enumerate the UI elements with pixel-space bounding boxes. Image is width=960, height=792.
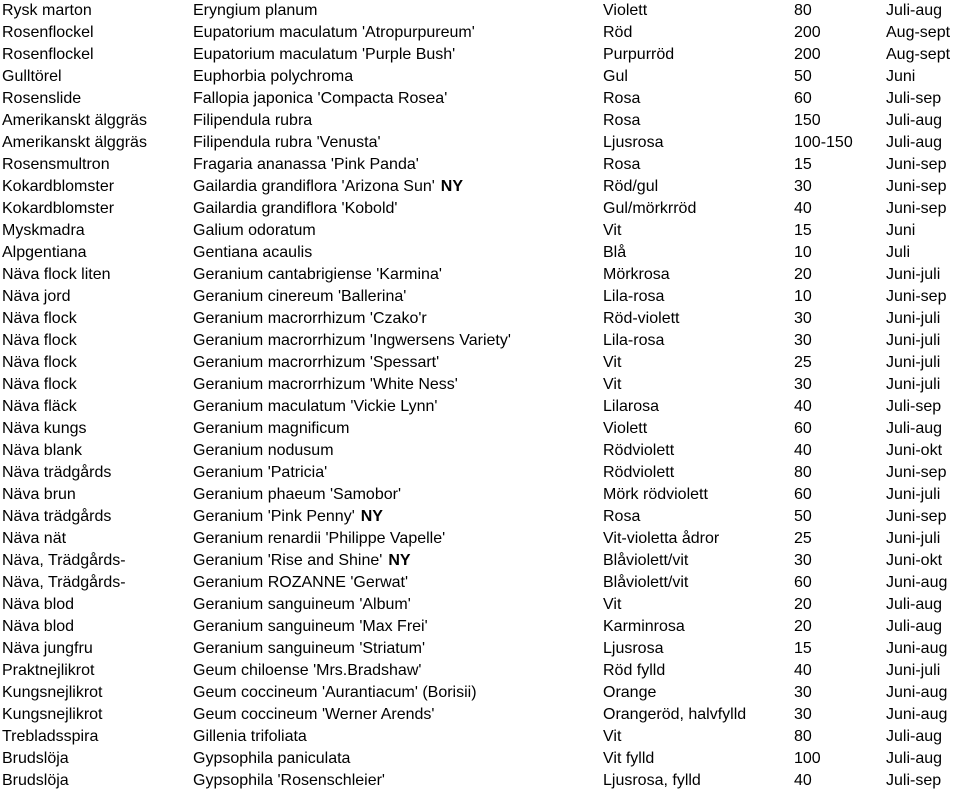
height-cell: 10 xyxy=(794,288,812,305)
bloom-period-cell: Juni-sep xyxy=(886,288,947,305)
flower-color-cell: Ljusrosa, fylld xyxy=(603,772,701,789)
flower-color-cell: Vit xyxy=(603,728,622,745)
flower-color-cell: Ljusrosa xyxy=(603,640,664,657)
latin-name-cell xyxy=(193,308,427,330)
swedish-name-cell: Amerikanskt älggräs xyxy=(2,134,147,151)
swedish-name-cell: Praktnejlikrot xyxy=(2,662,95,679)
latin-name-cell xyxy=(193,88,447,110)
flower-color-cell: Lila-rosa xyxy=(603,332,665,349)
latin-name-cell xyxy=(193,550,411,572)
latin-name-cell xyxy=(193,682,477,704)
latin-name-cell xyxy=(193,418,350,440)
table-row xyxy=(0,572,960,594)
flower-color-cell: Röd/gul xyxy=(603,178,659,195)
height-cell: 30 xyxy=(794,332,812,349)
new-badge: NY xyxy=(360,508,383,525)
table-row xyxy=(0,374,960,396)
flower-color-cell: Blåviolett/vit xyxy=(603,574,689,591)
flower-color-cell: Orangeröd, halvfylld xyxy=(603,706,747,723)
bloom-period-cell: Juni-sep xyxy=(886,508,947,525)
swedish-name-cell: Kungsnejlikrot xyxy=(2,684,103,701)
height-cell: 60 xyxy=(794,574,812,591)
latin-name-text: Filipendula rubra 'Venusta' xyxy=(193,134,381,151)
swedish-name-cell: Brudslöja xyxy=(2,750,69,767)
bloom-period-cell: Juni-sep xyxy=(886,178,947,195)
height-cell: 30 xyxy=(794,706,812,723)
table-row xyxy=(0,418,960,440)
height-cell: 60 xyxy=(794,486,812,503)
bloom-period-cell: Juni-juli xyxy=(886,486,941,503)
height-cell: 30 xyxy=(794,178,812,195)
bloom-period-cell: Juni-juli xyxy=(886,662,941,679)
swedish-name-cell: Näva kungs xyxy=(2,420,87,437)
swedish-name-cell: Näva nät xyxy=(2,530,67,547)
table-row xyxy=(0,748,960,770)
swedish-name-cell: Kungsnejlikrot xyxy=(2,706,103,723)
table-row xyxy=(0,638,960,660)
bloom-period-cell: Juni-okt xyxy=(886,442,943,459)
latin-name-cell xyxy=(193,330,511,352)
latin-name-text: Galium odoratum xyxy=(193,222,316,239)
height-cell: 15 xyxy=(794,222,812,239)
latin-name-cell xyxy=(193,0,318,22)
flower-color-cell: Röd-violett xyxy=(603,310,680,327)
height-cell: 10 xyxy=(794,244,812,261)
flower-color-cell: Vit fylld xyxy=(603,750,655,767)
bloom-period-cell: Juli-aug xyxy=(886,134,943,151)
latin-name-cell xyxy=(193,242,312,264)
flower-color-cell: Ljusrosa xyxy=(603,134,664,151)
swedish-name-cell: Näva, Trädgårds- xyxy=(2,574,126,591)
bloom-period-cell: Juli-aug xyxy=(886,728,943,745)
swedish-name-cell: Näva flock xyxy=(2,310,77,327)
height-cell: 30 xyxy=(794,684,812,701)
swedish-name-cell: Trebladsspira xyxy=(2,728,99,745)
table-row xyxy=(0,616,960,638)
table-row xyxy=(0,462,960,484)
swedish-name-cell: Rosenflockel xyxy=(2,24,94,41)
latin-name-text: Geranium 'Patricia' xyxy=(193,464,328,481)
latin-name-cell xyxy=(193,220,316,242)
latin-name-text: Geranium macrorrhizum 'Czako'r xyxy=(193,310,427,327)
bloom-period-cell: Juli-aug xyxy=(886,750,943,767)
latin-name-text: Gypsophila paniculata xyxy=(193,750,351,767)
latin-name-cell xyxy=(193,352,439,374)
swedish-name-cell: Näva trädgårds xyxy=(2,508,112,525)
latin-name-cell xyxy=(193,396,437,418)
latin-name-cell xyxy=(193,616,428,638)
latin-name-text: Geranium sanguineum 'Striatum' xyxy=(193,640,425,657)
flower-color-cell: Vit xyxy=(603,596,622,613)
table-row xyxy=(0,264,960,286)
height-cell: 15 xyxy=(794,640,812,657)
table-row xyxy=(0,66,960,88)
latin-name-text: Geranium nodusum xyxy=(193,442,334,459)
flower-color-cell: Rosa xyxy=(603,112,641,129)
latin-name-cell xyxy=(193,66,353,88)
bloom-period-cell: Juni xyxy=(886,222,916,239)
flower-color-cell: Vit-violetta ådror xyxy=(603,530,720,547)
latin-name-cell xyxy=(193,286,406,308)
table-row xyxy=(0,682,960,704)
bloom-period-cell: Juni-aug xyxy=(886,640,948,657)
latin-name-text: Geranium ROZANNE 'Gerwat' xyxy=(193,574,409,591)
bloom-period-cell: Juni-sep xyxy=(886,156,947,173)
bloom-period-cell: Aug-sept xyxy=(886,24,951,41)
bloom-period-cell: Juni-juli xyxy=(886,530,941,547)
latin-name-cell xyxy=(193,528,445,550)
latin-name-cell xyxy=(193,594,411,616)
latin-name-text: Fallopia japonica 'Compacta Rosea' xyxy=(193,90,448,107)
flower-color-cell: Violett xyxy=(603,420,648,437)
flower-color-cell: Röd fylld xyxy=(603,662,666,679)
latin-name-text: Geranium maculatum 'Vickie Lynn' xyxy=(193,398,438,415)
swedish-name-cell: Rosenslide xyxy=(2,90,82,107)
table-row xyxy=(0,132,960,154)
latin-name-text: Geranium phaeum 'Samobor' xyxy=(193,486,401,503)
bloom-period-cell: Juni xyxy=(886,68,916,85)
latin-name-cell xyxy=(193,484,401,506)
height-cell: 40 xyxy=(794,662,812,679)
table-row xyxy=(0,396,960,418)
swedish-name-cell: Näva blank xyxy=(2,442,83,459)
latin-name-cell xyxy=(193,440,334,462)
table-row xyxy=(0,352,960,374)
swedish-name-cell: Näva flock xyxy=(2,376,77,393)
swedish-name-cell: Näva jungfru xyxy=(2,640,93,657)
height-cell: 200 xyxy=(794,24,821,41)
swedish-name-cell: Näva jord xyxy=(2,288,71,305)
latin-name-text: Gypsophila 'Rosenschleier' xyxy=(193,772,385,789)
swedish-name-cell: Näva brun xyxy=(2,486,76,503)
latin-name-cell xyxy=(193,22,475,44)
latin-name-cell xyxy=(193,572,408,594)
latin-name-text: Geum coccineum 'Werner Arends' xyxy=(193,706,435,723)
flower-color-cell: Vit xyxy=(603,354,622,371)
height-cell: 30 xyxy=(794,552,812,569)
swedish-name-cell: Myskmadra xyxy=(2,222,85,239)
latin-name-text: Geranium cinereum 'Ballerina' xyxy=(193,288,407,305)
table-row xyxy=(0,704,960,726)
latin-name-text: Geranium sanguineum 'Album' xyxy=(193,596,411,613)
height-cell: 30 xyxy=(794,376,812,393)
table-row xyxy=(0,44,960,66)
height-cell: 25 xyxy=(794,530,812,547)
latin-name-cell xyxy=(193,176,463,198)
latin-name-text: Fragaria ananassa 'Pink Panda' xyxy=(193,156,419,173)
height-cell: 60 xyxy=(794,90,812,107)
latin-name-text: Geranium macrorrhizum 'Spessart' xyxy=(193,354,440,371)
table-row xyxy=(0,440,960,462)
flower-color-cell: Rödviolett xyxy=(603,442,675,459)
flower-color-cell: Vit xyxy=(603,376,622,393)
height-cell: 40 xyxy=(794,772,812,789)
bloom-period-cell: Juli-sep xyxy=(886,90,942,107)
latin-name-text: Geranium 'Pink Penny' xyxy=(193,508,355,525)
flower-color-cell: Rosa xyxy=(603,90,641,107)
latin-name-cell xyxy=(193,638,425,660)
bloom-period-cell: Juli-aug xyxy=(886,112,943,129)
latin-name-text: Geum chiloense 'Mrs.Bradshaw' xyxy=(193,662,422,679)
flower-color-cell: Lila-rosa xyxy=(603,288,665,305)
height-cell: 50 xyxy=(794,508,812,525)
height-cell: 80 xyxy=(794,464,812,481)
swedish-name-cell: Rosensmultron xyxy=(2,156,110,173)
table-row xyxy=(0,0,960,22)
height-cell: 20 xyxy=(794,596,812,613)
height-cell: 50 xyxy=(794,68,812,85)
latin-name-cell xyxy=(193,198,397,220)
swedish-name-cell: Kokardblomster xyxy=(2,178,115,195)
latin-name-text: Eupatorium maculatum 'Atropurpureum' xyxy=(193,24,475,41)
latin-name-cell xyxy=(193,506,383,528)
swedish-name-cell: Näva trädgårds xyxy=(2,464,112,481)
bloom-period-cell: Juli-aug xyxy=(886,2,943,19)
flower-color-cell: Mörkrosa xyxy=(603,266,670,283)
bloom-period-cell: Juni-juli xyxy=(886,376,941,393)
table-row xyxy=(0,308,960,330)
swedish-name-cell: Näva flock xyxy=(2,332,77,349)
swedish-name-cell: Rysk marton xyxy=(2,2,92,19)
table-row xyxy=(0,330,960,352)
swedish-name-cell: Näva fläck xyxy=(2,398,77,415)
table-row xyxy=(0,286,960,308)
latin-name-text: Gillenia trifoliata xyxy=(193,728,307,745)
table-row xyxy=(0,176,960,198)
flower-color-cell: Rödviolett xyxy=(603,464,675,481)
flower-color-cell: Rosa xyxy=(603,508,641,525)
new-badge: NY xyxy=(440,178,464,195)
latin-name-cell xyxy=(193,110,312,132)
bloom-period-cell: Juli-aug xyxy=(886,618,943,635)
swedish-name-cell: Alpgentiana xyxy=(2,244,87,261)
flower-color-cell: Vit xyxy=(603,222,622,239)
latin-name-cell xyxy=(193,264,442,286)
latin-name-cell xyxy=(193,154,419,176)
table-row xyxy=(0,594,960,616)
height-cell: 100-150 xyxy=(794,134,853,151)
latin-name-text: Euphorbia polychroma xyxy=(193,68,354,85)
bloom-period-cell: Juni-juli xyxy=(886,332,941,349)
bloom-period-cell: Juli-aug xyxy=(886,420,943,437)
latin-name-text: Geranium cantabrigiense 'Karmina' xyxy=(193,266,442,283)
latin-name-text: Eryngium planum xyxy=(193,2,318,19)
flower-color-cell: Karminrosa xyxy=(603,618,685,635)
latin-name-cell xyxy=(193,462,327,484)
flower-color-cell: Rosa xyxy=(603,156,641,173)
latin-name-text: Gailardia grandiflora 'Arizona Sun' xyxy=(193,178,435,195)
height-cell: 20 xyxy=(794,266,812,283)
latin-name-cell xyxy=(193,44,455,66)
flower-color-cell: Röd xyxy=(603,24,633,41)
height-cell: 200 xyxy=(794,46,821,63)
height-cell: 80 xyxy=(794,728,812,745)
bloom-period-cell: Juli xyxy=(886,244,911,261)
bloom-period-cell: Juli-sep xyxy=(886,772,942,789)
bloom-period-cell: Juli-sep xyxy=(886,398,942,415)
bloom-period-cell: Aug-sept xyxy=(886,46,951,63)
height-cell: 15 xyxy=(794,156,812,173)
swedish-name-cell: Rosenflockel xyxy=(2,46,94,63)
bloom-period-cell: Juni-juli xyxy=(886,310,941,327)
flower-color-cell: Orange xyxy=(603,684,657,701)
latin-name-text: Geranium 'Rise and Shine' xyxy=(193,552,383,569)
latin-name-text: Geranium macrorrhizum 'White Ness' xyxy=(193,376,458,393)
bloom-period-cell: Juni-aug xyxy=(886,574,948,591)
bloom-period-cell: Juli-aug xyxy=(886,596,943,613)
height-cell: 80 xyxy=(794,2,812,19)
swedish-name-cell: Näva flock liten xyxy=(2,266,111,283)
bloom-period-cell: Juni-sep xyxy=(886,200,947,217)
latin-name-text: Eupatorium maculatum 'Purple Bush' xyxy=(193,46,456,63)
bloom-period-cell: Juni-juli xyxy=(886,266,941,283)
swedish-name-cell: Näva blod xyxy=(2,618,75,635)
height-cell: 40 xyxy=(794,200,812,217)
height-cell: 40 xyxy=(794,398,812,415)
swedish-name-cell: Näva blod xyxy=(2,596,75,613)
height-cell: 60 xyxy=(794,420,812,437)
swedish-name-cell: Amerikanskt älggräs xyxy=(2,112,147,129)
flower-color-cell: Mörk rödviolett xyxy=(603,486,708,503)
latin-name-text: Gailardia grandiflora 'Kobold' xyxy=(193,200,398,217)
height-cell: 30 xyxy=(794,310,812,327)
swedish-name-cell: Gulltörel xyxy=(2,68,62,85)
table-row xyxy=(0,242,960,264)
height-cell: 20 xyxy=(794,618,812,635)
latin-name-cell xyxy=(193,748,350,770)
bloom-period-cell: Juni-sep xyxy=(886,464,947,481)
latin-name-cell xyxy=(193,132,381,154)
latin-name-text: Geranium magnificum xyxy=(193,420,350,437)
latin-name-cell xyxy=(193,374,458,396)
table-row xyxy=(0,88,960,110)
table-row xyxy=(0,110,960,132)
latin-name-text: Geranium sanguineum 'Max Frei' xyxy=(193,618,428,635)
table-row xyxy=(0,726,960,748)
bloom-period-cell: Juni-juli xyxy=(886,354,941,371)
swedish-name-cell: Näva flock xyxy=(2,354,77,371)
latin-name-text: Gentiana acaulis xyxy=(193,244,313,261)
bloom-period-cell: Juni-aug xyxy=(886,684,948,701)
height-cell: 25 xyxy=(794,354,812,371)
table-row xyxy=(0,154,960,176)
table-row xyxy=(0,660,960,682)
flower-color-cell: Violett xyxy=(603,2,648,19)
height-cell: 40 xyxy=(794,442,812,459)
latin-name-text: Geum coccineum 'Aurantiacum' (Borisii) xyxy=(193,684,477,701)
table-row xyxy=(0,550,960,572)
latin-name-cell xyxy=(193,726,307,748)
table-row xyxy=(0,506,960,528)
flower-color-cell: Blåviolett/vit xyxy=(603,552,689,569)
table-row xyxy=(0,198,960,220)
table-row xyxy=(0,484,960,506)
latin-name-cell xyxy=(193,660,421,682)
table-row xyxy=(0,220,960,242)
flower-color-cell: Purpurröd xyxy=(603,46,675,63)
flower-color-cell: Gul xyxy=(603,68,628,85)
table-row xyxy=(0,22,960,44)
bloom-period-cell: Juni-aug xyxy=(886,706,948,723)
latin-name-text: Geranium macrorrhizum 'Ingwersens Variety' xyxy=(193,332,511,349)
table-row xyxy=(0,528,960,550)
swedish-name-cell: Näva, Trädgårds- xyxy=(2,552,126,569)
swedish-name-cell: Brudslöja xyxy=(2,772,69,789)
bloom-period-cell: Juni-okt xyxy=(886,552,943,569)
height-cell: 150 xyxy=(794,112,821,129)
new-badge: NY xyxy=(388,552,411,569)
latin-name-cell xyxy=(193,704,434,726)
flower-color-cell: Blå xyxy=(603,244,627,261)
latin-name-text: Geranium renardii 'Philippe Vapelle' xyxy=(193,530,446,547)
swedish-name-cell: Kokardblomster xyxy=(2,200,115,217)
flower-color-cell: Gul/mörkrröd xyxy=(603,200,697,217)
flower-color-cell: Lilarosa xyxy=(603,398,660,415)
height-cell: 100 xyxy=(794,750,821,767)
latin-name-text: Filipendula rubra xyxy=(193,112,313,129)
